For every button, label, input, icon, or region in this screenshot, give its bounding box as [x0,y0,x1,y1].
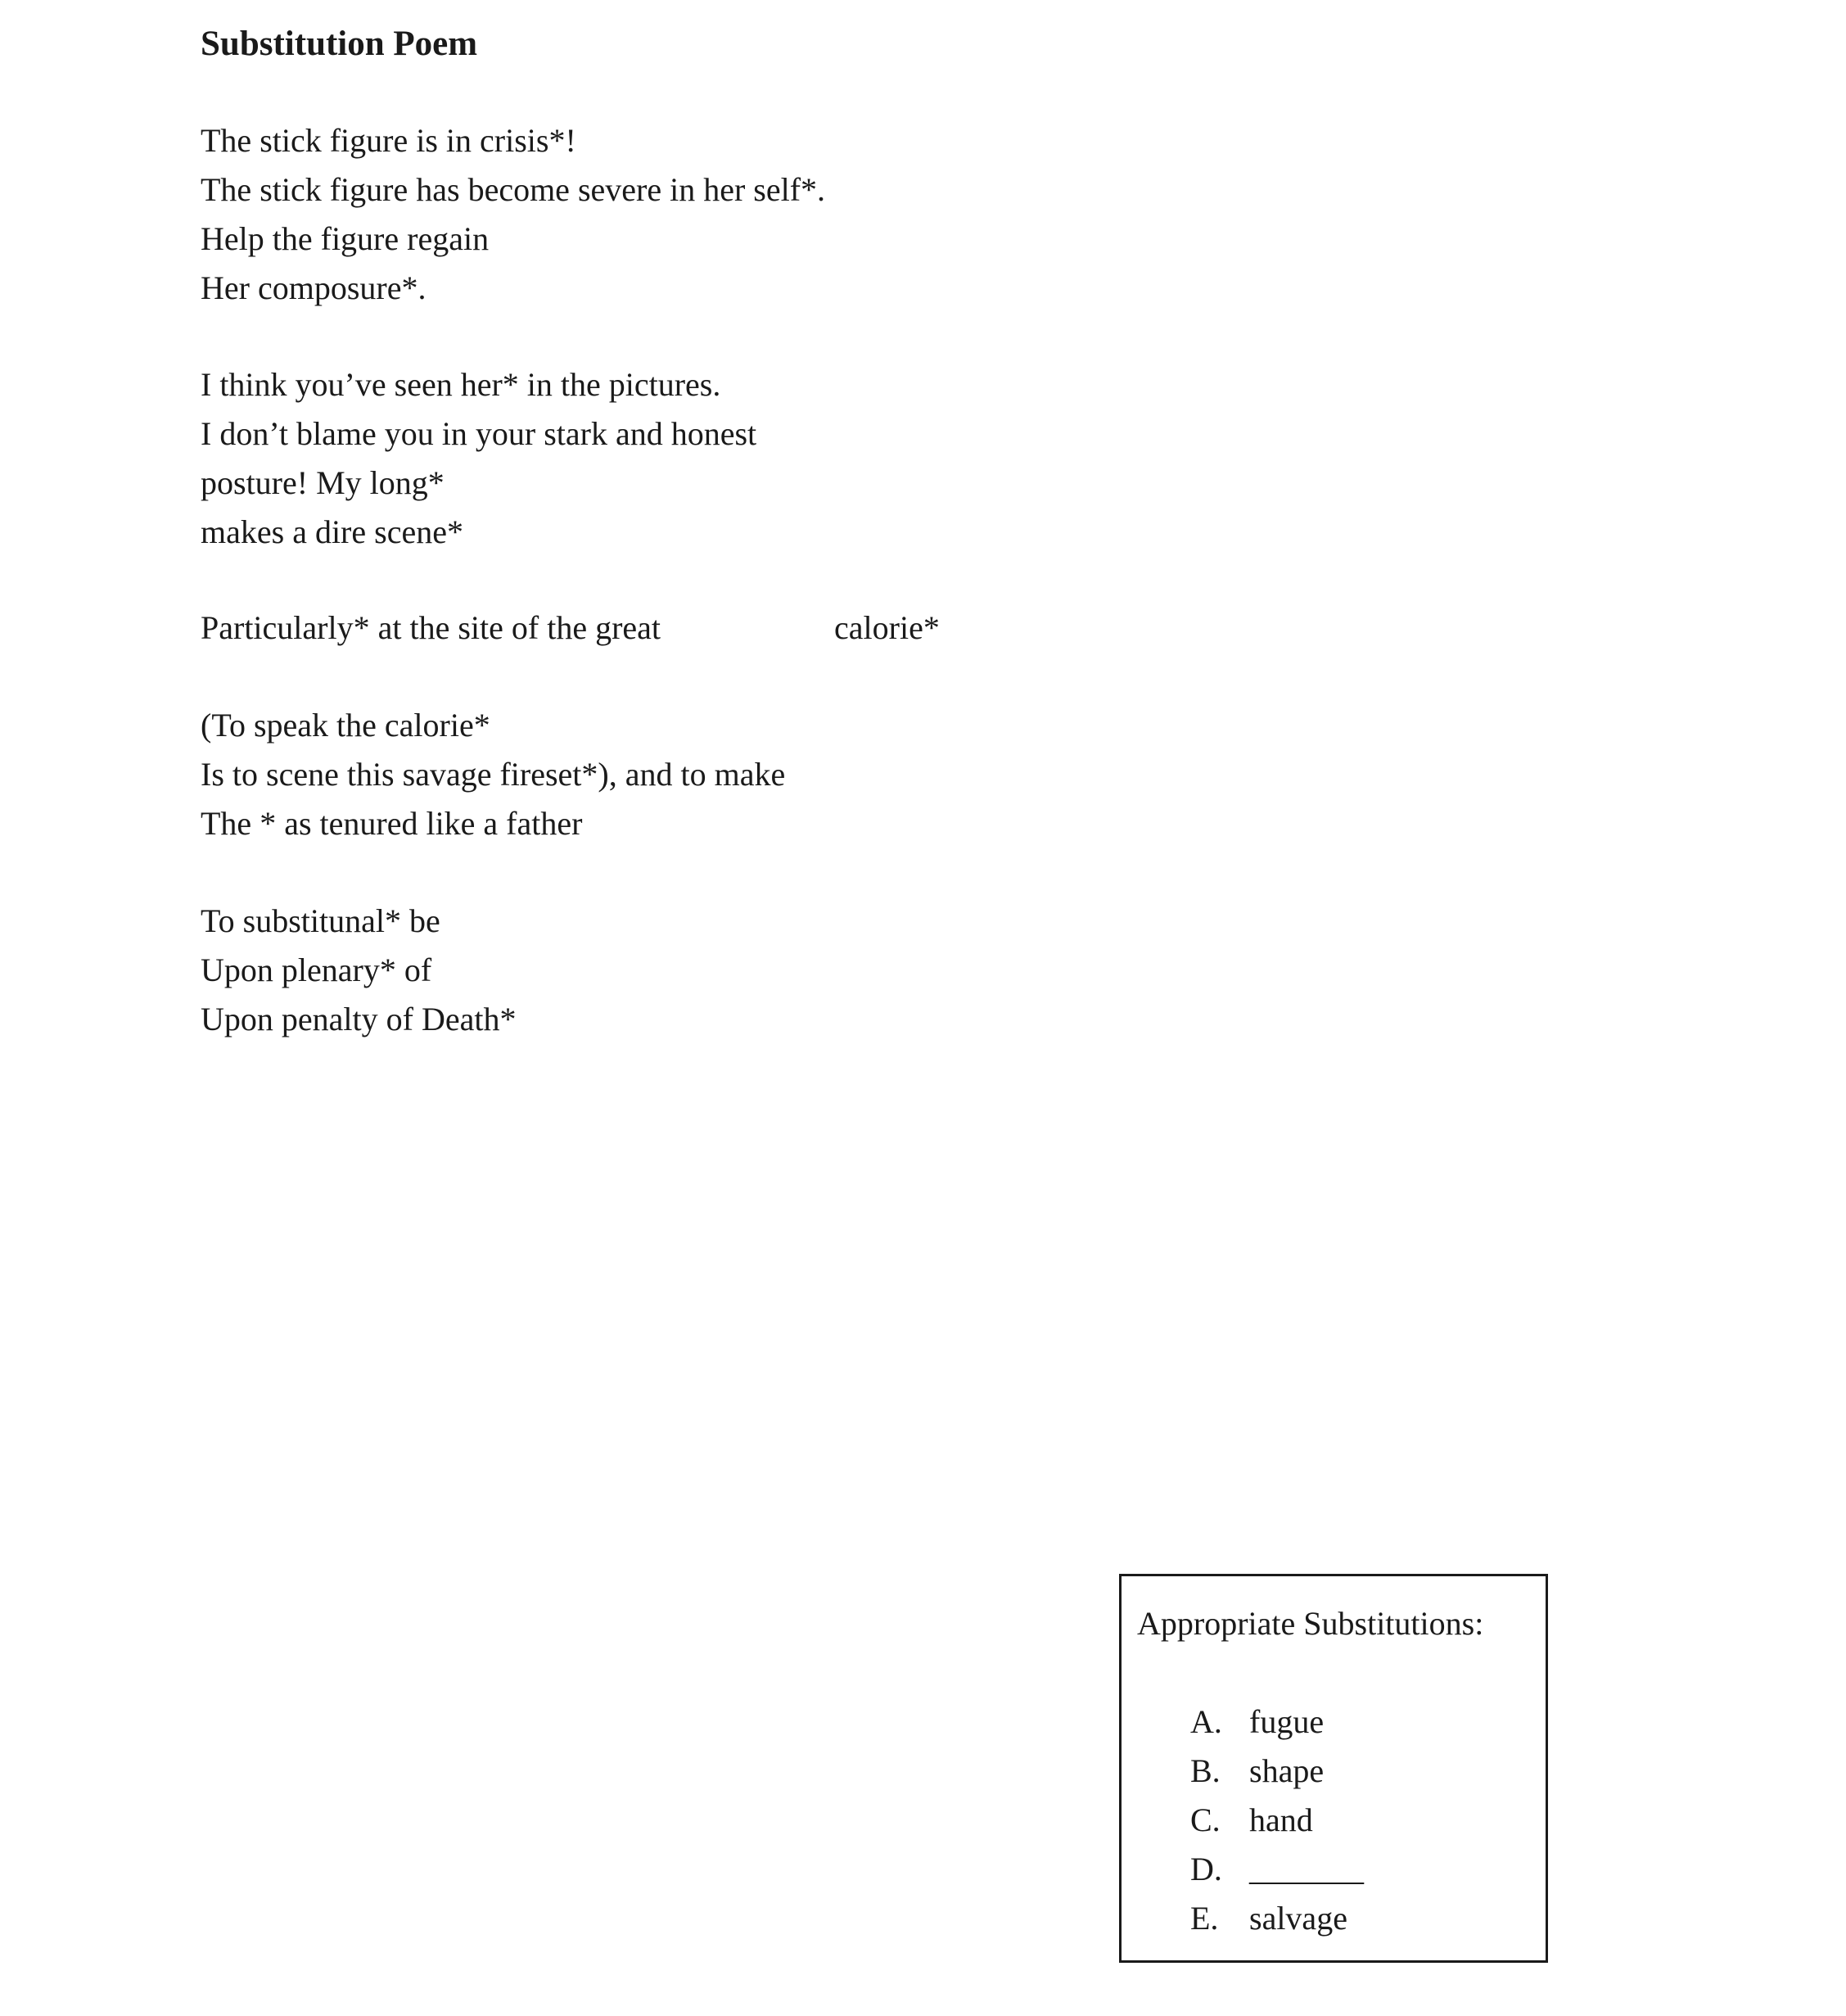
poem-line: To substitunal* be [201,902,440,939]
substitution-option [1190,1894,1364,1943]
option-letter: A. [1190,1703,1222,1740]
stanza-5 [201,897,516,1044]
option-letter: E. [1190,1900,1219,1937]
stanza-3 [201,603,940,653]
stanza-4 [201,701,785,848]
option-text: fugue [1249,1703,1325,1740]
option-text: shape [1249,1752,1325,1789]
poem-line: Is to scene this savage fireset*), and to make [201,756,786,793]
stanza-2 [201,360,756,557]
substitution-option [1190,1697,1364,1747]
poem-line: The stick figure is in crisis*! [201,122,576,159]
poem-line: Help the figure regain [201,220,490,257]
substitution-option [1190,1845,1364,1894]
poem-line: posture! My long* [201,464,445,501]
substitutions-list [1190,1697,1364,1943]
option-letter: C. [1190,1801,1221,1838]
option-text: hand [1249,1801,1313,1838]
poem-line: The stick figure has become severe in her self*. [201,171,826,208]
poem-line: The * as tenured like a father [201,805,583,842]
poem-line [201,603,940,653]
option-text: salvage [1249,1900,1347,1937]
poem-line: I don’t blame you in your stark and honest [201,415,757,452]
substitution-option [1190,1796,1364,1845]
option-text: _______ [1249,1851,1364,1887]
poem-line-part-a: Particularly* at the site of the great [201,609,661,646]
poem-line-part-b: calorie* [834,609,940,646]
substitution-option [1190,1747,1364,1796]
page-title: Substitution Poem [201,25,478,63]
substitutions-heading: Appropriate Substitutions: [1137,1605,1484,1642]
poem-line: I think you’ve seen her* in the pictures. [201,366,721,403]
poem-line: Her composure*. [201,269,427,306]
option-letter: B. [1190,1752,1221,1789]
poem-line: (To speak the calorie* [201,707,490,744]
option-letter: D. [1190,1851,1222,1887]
poem-line: Upon plenary* of [201,951,432,988]
poem-line: Upon penalty of Death* [201,1001,517,1037]
substitutions-box [1119,1574,1548,1963]
stanza-1 [201,116,825,313]
poem-line: makes a dire scene* [201,513,463,550]
